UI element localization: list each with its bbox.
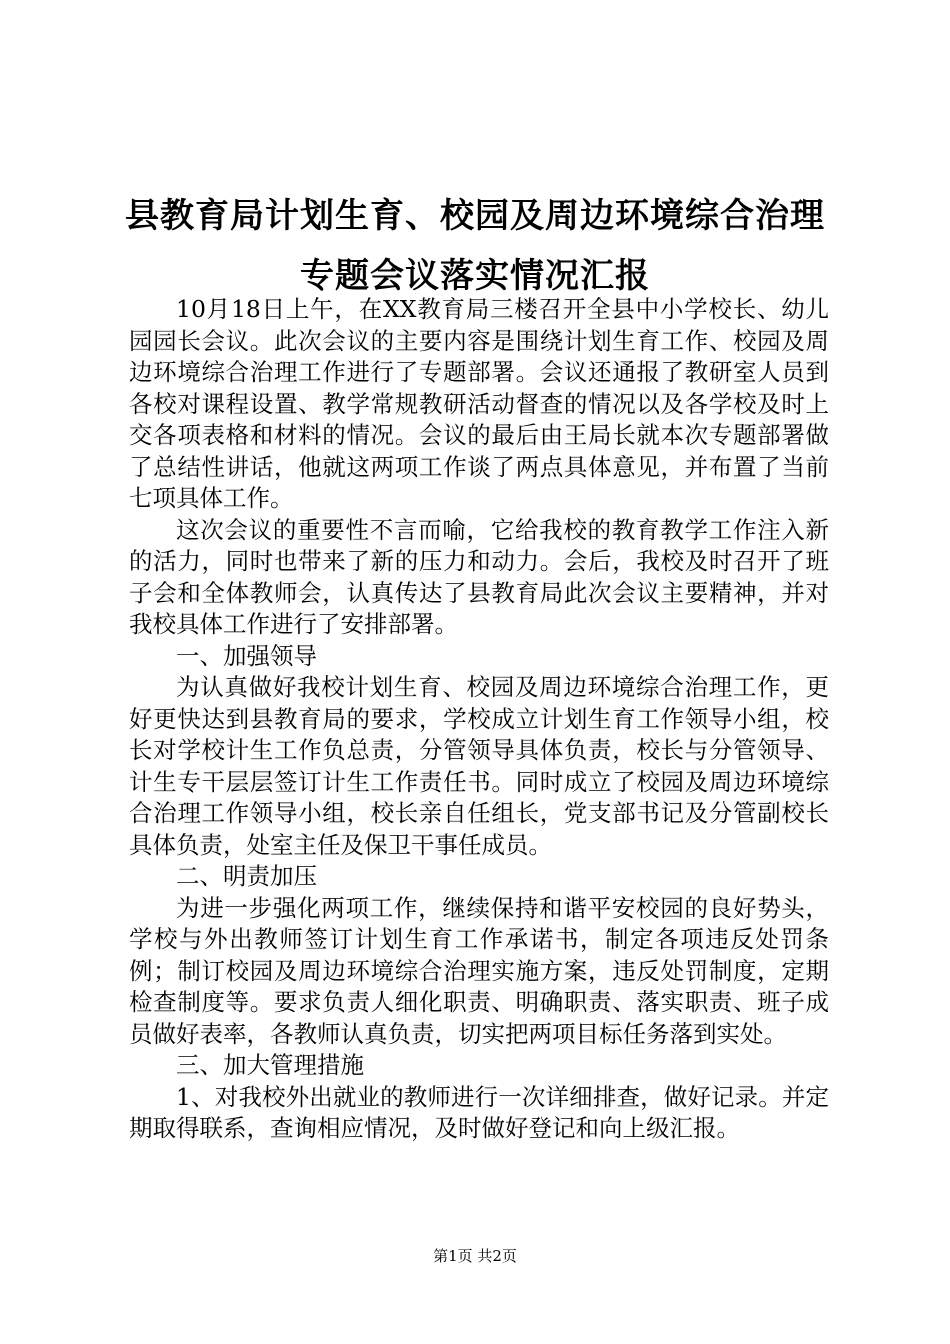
document-body [129, 294, 829, 1145]
section-heading-1: 一、加强领导 [176, 641, 317, 670]
document-title-line-1: 县教育局计划生育、校园及周边环境综合治理 [125, 196, 825, 236]
paragraph-significance: 这次会议的重要性不言而喻，它给我校的教育教学工作注入新的活力，同时也带来了新的压力和动力。会后，我校及时召开了班子会和全体教师会，认真传达了县教育局此次会议主要精神，并对我校具体工作进行了安排部署。 [129, 515, 829, 638]
section-heading-2: 二、明责加压 [176, 862, 317, 890]
paragraph-section-1: 为认真做好我校计划生育、校园及周边环境综合治理工作，更好更快达到县教育局的要求，学校成立计划生育工作领导小组，校长对学校计生工作负总责，分管领导具体负责，校长与分管领导、计生专干层层签订计生工作责任书。同时成立了校园及周边环境综合治理工作领导小组，校长亲自任组长，党支部书记及分管副校长具体负责，处室主任及保卫干事任成员。 [129, 673, 829, 859]
document-title-line-2: 专题会议落实情况汇报 [300, 256, 650, 296]
paragraph-intro: 10月18日上午，在XX教育局三楼召开全县中小学校长、幼儿园园长会议。此次会议的主要内容是围绕计划生育工作、校园及周边环境综合治理工作进行了专题部署。会议还通报了教研室人员到各校对课程设置、教学常规教研活动督查的情况以及各学校及时上交各项表格和材料的情况。会议的最后由王局长就本次专题部署做了总结性讲话，他就这两项工作谈了两点具体意见，并布置了当前七项具体工作。 [129, 295, 829, 512]
paragraph-section-3-item-1: 1、对我校外出就业的教师进行一次详细排查，做好记录。并定期取得联系，查询相应情况，及时做好登记和向上级汇报。 [129, 1082, 829, 1142]
paragraph-section-2: 为进一步强化两项工作，继续保持和谐平安校园的良好势头，学校与外出教师签订计划生育工作承诺书，制定各项违反处罚条例；制订校园及周边环境综合治理实施方案，违反处罚制度，定期检查制度等。要求负责人细化职责、明确职责、落实职责、班子成员做好表率，各教师认真负责，切实把两项目标任务落到实处。 [129, 893, 829, 1048]
page-footer: 第1页 共2页 [433, 1247, 517, 1265]
section-heading-3: 三、加大管理措施 [176, 1051, 364, 1079]
